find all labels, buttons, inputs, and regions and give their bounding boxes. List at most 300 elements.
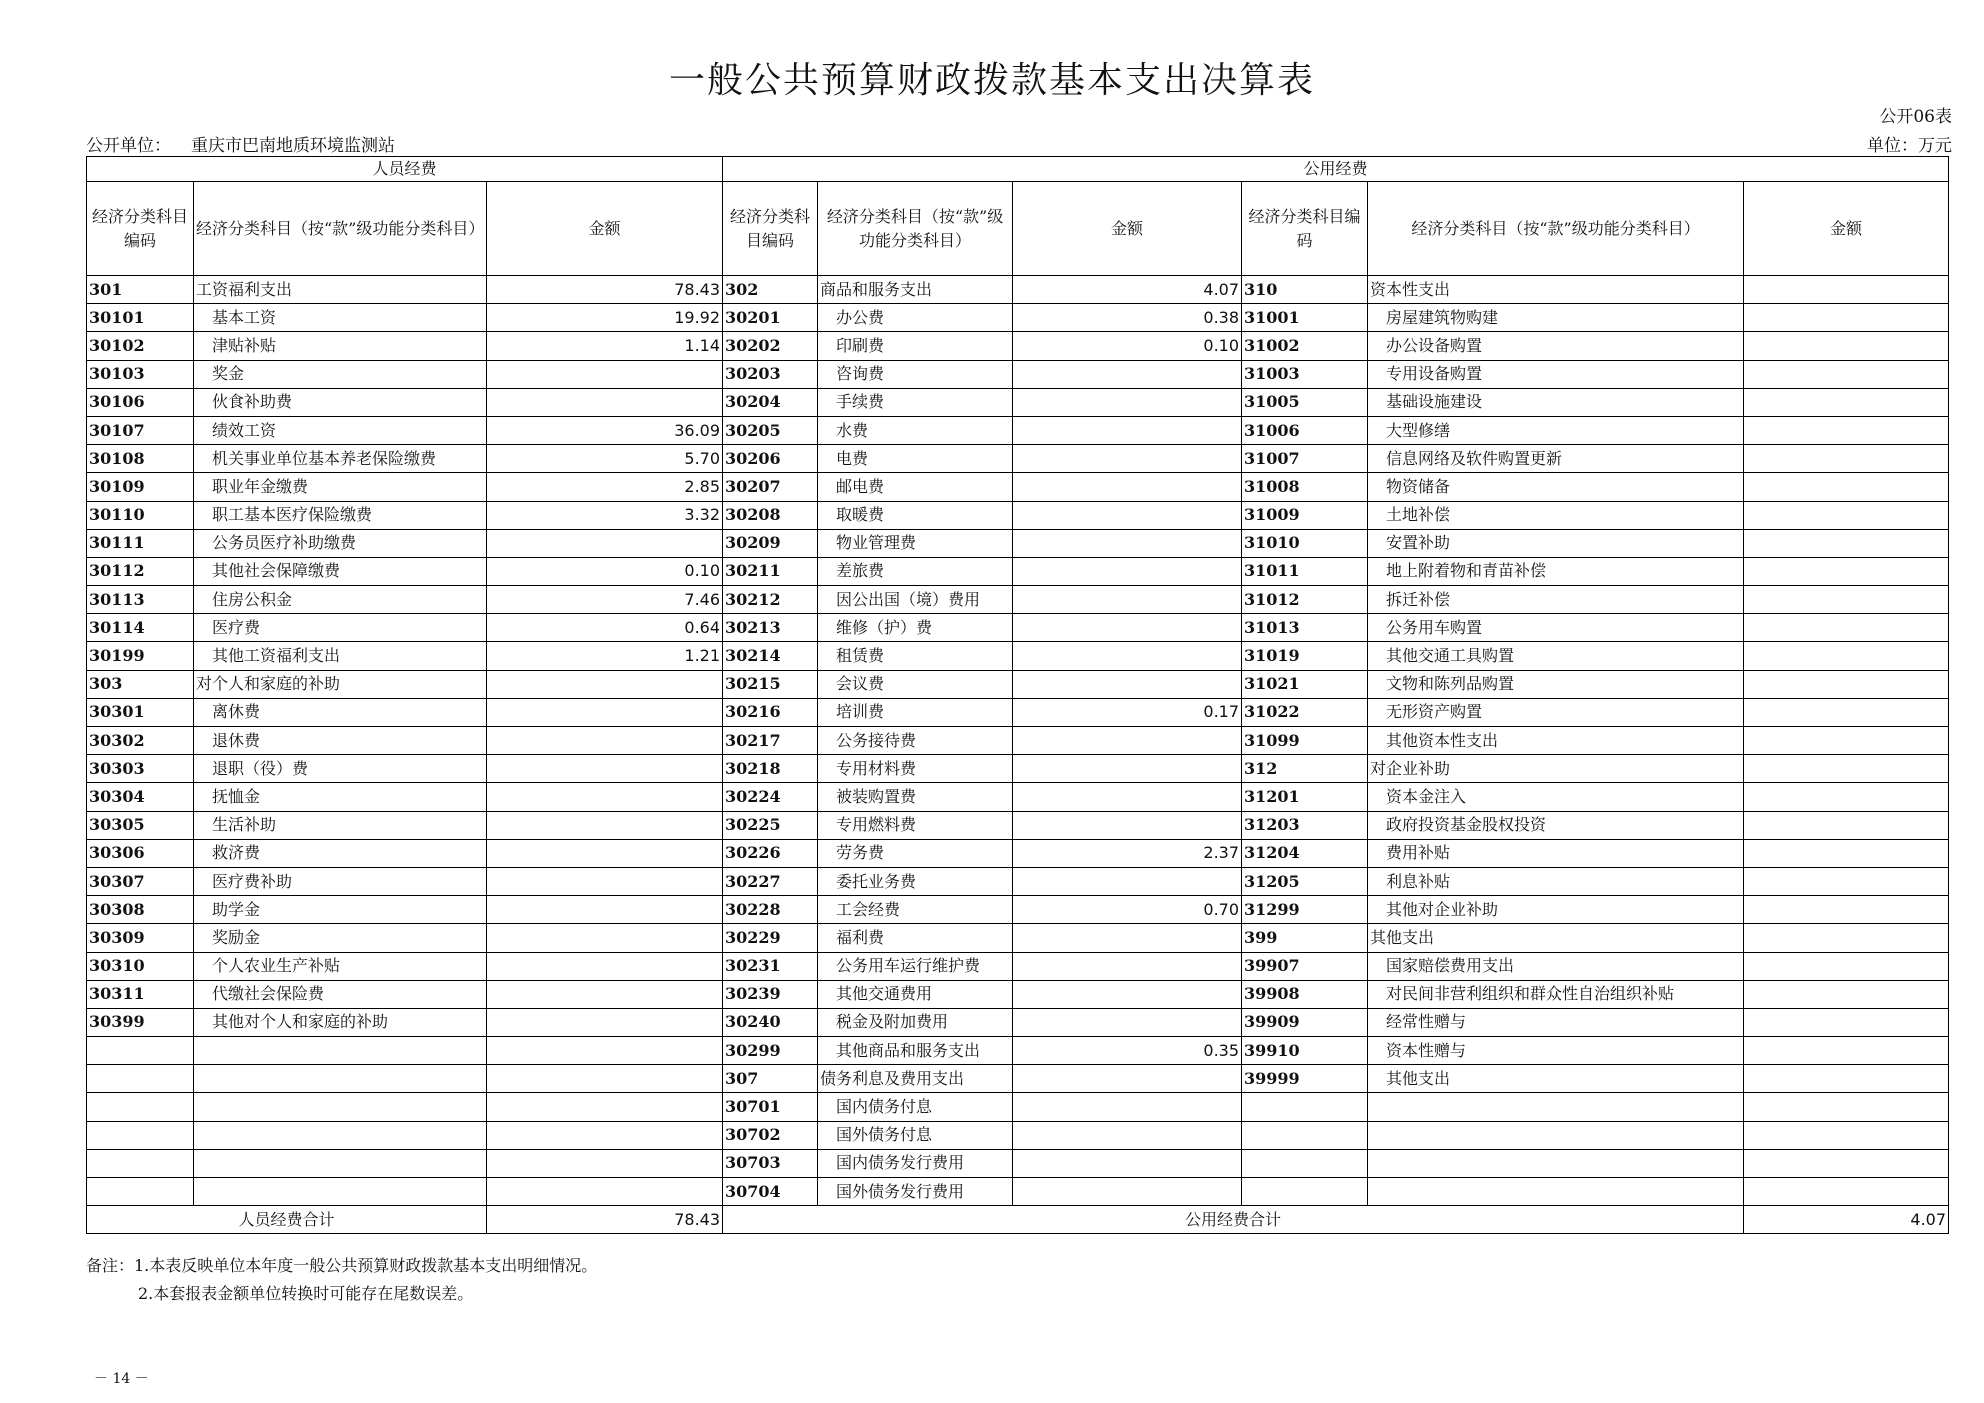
item-name: 专用燃料费 — [818, 811, 1013, 839]
totals-row — [87, 1206, 1949, 1234]
item-name: 办公设备购置 — [1368, 332, 1744, 360]
item-code: 30107 — [87, 416, 194, 444]
item-name: 政府投资基金股权投资 — [1368, 811, 1744, 839]
item-amount — [1744, 557, 1949, 585]
table-row — [87, 304, 1949, 332]
item-code: 31019 — [1242, 642, 1368, 670]
item-amount: 2.85 — [487, 473, 723, 501]
item-amount — [487, 1149, 723, 1177]
table-row — [87, 727, 1949, 755]
item-amount — [1013, 1121, 1242, 1149]
item-code: 30209 — [723, 529, 818, 557]
item-name — [194, 1065, 487, 1093]
item-amount — [1744, 388, 1949, 416]
item-name: 其他商品和服务支出 — [818, 1037, 1013, 1065]
item-name: 房屋建筑物购建 — [1368, 304, 1744, 332]
item-amount: 19.92 — [487, 304, 723, 332]
item-code: 30302 — [87, 727, 194, 755]
item-name: 商品和服务支出 — [818, 276, 1013, 304]
item-code: 301 — [87, 276, 194, 304]
item-name: 其他交通费用 — [818, 980, 1013, 1008]
item-name: 税金及附加费用 — [818, 1008, 1013, 1036]
item-amount — [1744, 614, 1949, 642]
item-name: 差旅费 — [818, 557, 1013, 585]
item-amount — [487, 670, 723, 698]
item-name: 安置补助 — [1368, 529, 1744, 557]
item-code: 30101 — [87, 304, 194, 332]
table-row — [87, 839, 1949, 867]
item-code — [87, 1093, 194, 1121]
item-amount — [487, 360, 723, 388]
item-code: 30109 — [87, 473, 194, 501]
item-name: 印刷费 — [818, 332, 1013, 360]
item-amount: 7.46 — [487, 586, 723, 614]
item-code: 30114 — [87, 614, 194, 642]
item-name: 对企业补助 — [1368, 755, 1744, 783]
item-name: 资本金注入 — [1368, 783, 1744, 811]
item-amount — [1744, 980, 1949, 1008]
item-code: 30217 — [723, 727, 818, 755]
item-name: 费用补贴 — [1368, 839, 1744, 867]
item-name: 助学金 — [194, 896, 487, 924]
group-personnel: 人员经费 — [87, 157, 723, 182]
item-code: 31008 — [1242, 473, 1368, 501]
table-row — [87, 332, 1949, 360]
item-code: 30227 — [723, 867, 818, 895]
table-row — [87, 896, 1949, 924]
item-amount — [1013, 642, 1242, 670]
item-amount — [1744, 1121, 1949, 1149]
item-amount: 0.70 — [1013, 896, 1242, 924]
table-row — [87, 501, 1949, 529]
item-name — [194, 1178, 487, 1206]
notes — [86, 1252, 597, 1308]
item-code: 39907 — [1242, 952, 1368, 980]
item-code — [87, 1178, 194, 1206]
item-name: 拆迁补偿 — [1368, 586, 1744, 614]
item-name: 大型修缮 — [1368, 416, 1744, 444]
item-amount — [1013, 811, 1242, 839]
item-amount — [1013, 1065, 1242, 1093]
item-code: 30229 — [723, 924, 818, 952]
item-name: 退休费 — [194, 727, 487, 755]
table-row — [87, 557, 1949, 585]
item-name: 其他支出 — [1368, 924, 1744, 952]
document-title: 一般公共预算财政拨款基本支出决算表 — [668, 60, 1315, 101]
item-name: 对个人和家庭的补助 — [194, 670, 487, 698]
item-name: 专用材料费 — [818, 755, 1013, 783]
header-name-b: 经济分类科目（按“款”级功能分类科目） — [818, 182, 1013, 276]
item-code — [87, 1065, 194, 1093]
item-amount — [487, 980, 723, 1008]
personnel-total-label: 人员经费合计 — [87, 1206, 487, 1234]
item-name: 公务用车运行维护费 — [818, 952, 1013, 980]
table-row — [87, 642, 1949, 670]
unit-label: 公开单位： — [86, 136, 171, 156]
item-code: 30211 — [723, 557, 818, 585]
item-code: 30113 — [87, 586, 194, 614]
item-name — [194, 1149, 487, 1177]
header-code-c: 经济分类科目编码 — [1242, 182, 1368, 276]
item-amount: 0.64 — [487, 614, 723, 642]
form-number: 公开06表 — [1879, 107, 1952, 127]
item-amount — [487, 1121, 723, 1149]
item-name: 培训费 — [818, 698, 1013, 726]
item-code: 30703 — [723, 1149, 818, 1177]
table-row — [87, 1065, 1949, 1093]
table-row — [87, 867, 1949, 895]
item-name: 物资储备 — [1368, 473, 1744, 501]
public-total-label: 公用经费合计 — [723, 1206, 1744, 1234]
item-amount — [487, 727, 723, 755]
item-name: 医疗费 — [194, 614, 487, 642]
item-code: 399 — [1242, 924, 1368, 952]
item-amount: 0.35 — [1013, 1037, 1242, 1065]
item-amount: 1.14 — [487, 332, 723, 360]
item-code: 30305 — [87, 811, 194, 839]
item-amount — [1744, 642, 1949, 670]
item-amount: 4.07 — [1013, 276, 1242, 304]
item-code: 30309 — [87, 924, 194, 952]
table-row — [87, 1178, 1949, 1206]
item-code: 30207 — [723, 473, 818, 501]
item-amount — [1744, 445, 1949, 473]
item-amount — [1744, 304, 1949, 332]
table-row — [87, 614, 1949, 642]
item-amount — [487, 1093, 723, 1121]
item-code: 312 — [1242, 755, 1368, 783]
item-amount: 5.70 — [487, 445, 723, 473]
item-amount — [1013, 980, 1242, 1008]
item-name: 抚恤金 — [194, 783, 487, 811]
item-code: 31009 — [1242, 501, 1368, 529]
item-amount — [1013, 755, 1242, 783]
item-amount: 36.09 — [487, 416, 723, 444]
item-code: 31099 — [1242, 727, 1368, 755]
item-name: 水费 — [818, 416, 1013, 444]
item-code: 30701 — [723, 1093, 818, 1121]
table-row — [87, 952, 1949, 980]
item-name: 奖励金 — [194, 924, 487, 952]
item-name — [194, 1037, 487, 1065]
item-code — [1242, 1178, 1368, 1206]
table-row — [87, 1149, 1949, 1177]
item-name: 离休费 — [194, 698, 487, 726]
group-public: 公用经费 — [723, 157, 1949, 182]
item-amount — [1744, 896, 1949, 924]
item-code: 30303 — [87, 755, 194, 783]
item-name: 基本工资 — [194, 304, 487, 332]
header-code-b: 经济分类科目编码 — [723, 182, 818, 276]
item-name: 经常性赠与 — [1368, 1008, 1744, 1036]
item-name: 伙食补助费 — [194, 388, 487, 416]
item-amount — [1744, 727, 1949, 755]
item-code: 30108 — [87, 445, 194, 473]
item-amount — [1013, 1149, 1242, 1177]
item-code: 31021 — [1242, 670, 1368, 698]
item-amount — [487, 811, 723, 839]
item-amount — [1744, 783, 1949, 811]
item-code: 39910 — [1242, 1037, 1368, 1065]
item-name: 信息网络及软件购置更新 — [1368, 445, 1744, 473]
item-name: 公务用车购置 — [1368, 614, 1744, 642]
item-name: 土地补偿 — [1368, 501, 1744, 529]
item-amount — [487, 952, 723, 980]
item-name: 其他交通工具购置 — [1368, 642, 1744, 670]
item-amount — [1013, 501, 1242, 529]
item-code: 302 — [723, 276, 818, 304]
item-code: 39908 — [1242, 980, 1368, 1008]
item-name: 职工基本医疗保险缴费 — [194, 501, 487, 529]
item-name: 会议费 — [818, 670, 1013, 698]
item-amount — [1744, 1178, 1949, 1206]
item-name — [1368, 1093, 1744, 1121]
item-name: 其他工资福利支出 — [194, 642, 487, 670]
expenditure-table — [86, 156, 1949, 1234]
item-name: 其他对个人和家庭的补助 — [194, 1008, 487, 1036]
item-amount — [1744, 1065, 1949, 1093]
item-code: 31001 — [1242, 304, 1368, 332]
item-code: 30399 — [87, 1008, 194, 1036]
note-2: 2.本套报表金额单位转换时可能存在尾数误差。 — [138, 1284, 474, 1303]
item-amount — [1744, 1008, 1949, 1036]
table-row — [87, 473, 1949, 501]
item-code: 30310 — [87, 952, 194, 980]
header-name-a: 经济分类科目（按“款”级功能分类科目） — [194, 182, 487, 276]
item-name — [1368, 1121, 1744, 1149]
money-unit: 单位：万元 — [1867, 136, 1952, 156]
item-name: 资本性支出 — [1368, 276, 1744, 304]
item-code: 30231 — [723, 952, 818, 980]
table-row — [87, 980, 1949, 1008]
item-amount — [1744, 276, 1949, 304]
item-code: 30240 — [723, 1008, 818, 1036]
item-amount — [487, 529, 723, 557]
item-name: 公务接待费 — [818, 727, 1013, 755]
item-amount — [1744, 529, 1949, 557]
item-amount — [1013, 529, 1242, 557]
item-code: 30206 — [723, 445, 818, 473]
item-name: 文物和陈列品购置 — [1368, 670, 1744, 698]
item-code: 30218 — [723, 755, 818, 783]
item-name: 其他社会保障缴费 — [194, 557, 487, 585]
public-total-amount: 4.07 — [1744, 1206, 1949, 1234]
item-amount — [487, 783, 723, 811]
item-name — [194, 1121, 487, 1149]
item-name: 对民间非营利组织和群众性自治组织补贴 — [1368, 980, 1744, 1008]
personnel-total-amount: 78.43 — [487, 1206, 723, 1234]
table-row — [87, 783, 1949, 811]
table-row — [87, 924, 1949, 952]
item-amount — [1744, 811, 1949, 839]
item-amount: 0.10 — [1013, 332, 1242, 360]
item-code: 30205 — [723, 416, 818, 444]
item-name: 基础设施建设 — [1368, 388, 1744, 416]
item-name — [1368, 1178, 1744, 1206]
item-name: 委托业务费 — [818, 867, 1013, 895]
table-row — [87, 388, 1949, 416]
item-name: 无形资产购置 — [1368, 698, 1744, 726]
item-code: 30112 — [87, 557, 194, 585]
item-name: 工会经费 — [818, 896, 1013, 924]
item-amount — [1744, 670, 1949, 698]
item-amount — [1744, 501, 1949, 529]
item-code: 31204 — [1242, 839, 1368, 867]
item-code: 307 — [723, 1065, 818, 1093]
header-amount-a: 金额 — [487, 182, 723, 276]
item-code: 31203 — [1242, 811, 1368, 839]
item-name: 代缴社会保险费 — [194, 980, 487, 1008]
item-code: 31022 — [1242, 698, 1368, 726]
item-amount — [487, 1037, 723, 1065]
item-name: 机关事业单位基本养老保险缴费 — [194, 445, 487, 473]
item-name: 其他支出 — [1368, 1065, 1744, 1093]
item-name: 个人农业生产补贴 — [194, 952, 487, 980]
item-amount: 2.37 — [1013, 839, 1242, 867]
table-row — [87, 811, 1949, 839]
item-name: 国内债务发行费用 — [818, 1149, 1013, 1177]
item-amount: 0.17 — [1013, 698, 1242, 726]
item-amount — [487, 1178, 723, 1206]
item-name: 办公费 — [818, 304, 1013, 332]
item-name: 物业管理费 — [818, 529, 1013, 557]
item-amount — [1013, 445, 1242, 473]
item-code: 30224 — [723, 783, 818, 811]
item-amount — [1013, 952, 1242, 980]
item-name: 劳务费 — [818, 839, 1013, 867]
item-code: 30201 — [723, 304, 818, 332]
item-code — [1242, 1093, 1368, 1121]
item-amount — [487, 867, 723, 895]
item-name: 职业年金缴费 — [194, 473, 487, 501]
item-name: 奖金 — [194, 360, 487, 388]
item-amount — [1013, 670, 1242, 698]
item-code: 30103 — [87, 360, 194, 388]
table-row — [87, 755, 1949, 783]
item-name: 租赁费 — [818, 642, 1013, 670]
item-amount — [1013, 867, 1242, 895]
table-row — [87, 698, 1949, 726]
item-amount — [1013, 586, 1242, 614]
item-code: 31003 — [1242, 360, 1368, 388]
item-code: 30704 — [723, 1178, 818, 1206]
item-name: 专用设备购置 — [1368, 360, 1744, 388]
item-name: 国外债务付息 — [818, 1121, 1013, 1149]
item-code: 31010 — [1242, 529, 1368, 557]
item-amount — [1013, 614, 1242, 642]
item-code: 31205 — [1242, 867, 1368, 895]
table-row — [87, 586, 1949, 614]
item-amount — [487, 924, 723, 952]
item-code: 30228 — [723, 896, 818, 924]
item-code: 31006 — [1242, 416, 1368, 444]
column-header-row — [87, 182, 1949, 276]
item-code: 39999 — [1242, 1065, 1368, 1093]
item-amount — [487, 896, 723, 924]
item-code: 30226 — [723, 839, 818, 867]
item-amount — [487, 755, 723, 783]
item-name: 津贴补贴 — [194, 332, 487, 360]
table-row — [87, 276, 1949, 304]
item-amount — [487, 839, 723, 867]
group-header-row — [87, 157, 1949, 182]
table-row — [87, 529, 1949, 557]
item-amount: 1.21 — [487, 642, 723, 670]
item-name: 住房公积金 — [194, 586, 487, 614]
item-amount — [1013, 1008, 1242, 1036]
item-code: 31002 — [1242, 332, 1368, 360]
item-amount — [487, 388, 723, 416]
item-code — [1242, 1121, 1368, 1149]
item-code: 31013 — [1242, 614, 1368, 642]
item-code: 30239 — [723, 980, 818, 1008]
item-amount: 0.10 — [487, 557, 723, 585]
item-code: 30111 — [87, 529, 194, 557]
item-name: 福利费 — [818, 924, 1013, 952]
item-amount — [1013, 388, 1242, 416]
item-code: 30208 — [723, 501, 818, 529]
item-code: 30215 — [723, 670, 818, 698]
item-code: 30304 — [87, 783, 194, 811]
item-code: 30214 — [723, 642, 818, 670]
item-code: 30307 — [87, 867, 194, 895]
item-code — [1242, 1149, 1368, 1177]
item-name: 国家赔偿费用支出 — [1368, 952, 1744, 980]
item-code: 31012 — [1242, 586, 1368, 614]
item-name: 手续费 — [818, 388, 1013, 416]
item-code: 30212 — [723, 586, 818, 614]
item-code: 31005 — [1242, 388, 1368, 416]
item-name: 公务员医疗补助缴费 — [194, 529, 487, 557]
table-row — [87, 670, 1949, 698]
item-name: 其他对企业补助 — [1368, 896, 1744, 924]
item-amount — [1744, 1093, 1949, 1121]
item-amount — [1744, 867, 1949, 895]
item-amount — [1744, 952, 1949, 980]
item-name: 咨询费 — [818, 360, 1013, 388]
item-amount — [1013, 1093, 1242, 1121]
item-amount — [487, 1065, 723, 1093]
item-amount — [487, 698, 723, 726]
unit-name: 重庆市巴南地质环境监测站 — [191, 136, 395, 156]
item-code: 30199 — [87, 642, 194, 670]
item-code: 310 — [1242, 276, 1368, 304]
note-1: 备注：1.本表反映单位本年度一般公共预算财政拨款基本支出明细情况。 — [86, 1256, 598, 1275]
item-code: 30202 — [723, 332, 818, 360]
item-code: 39909 — [1242, 1008, 1368, 1036]
item-code: 31007 — [1242, 445, 1368, 473]
item-amount: 78.43 — [487, 276, 723, 304]
item-name — [1368, 1149, 1744, 1177]
item-name: 维修（护）费 — [818, 614, 1013, 642]
reporting-unit — [86, 131, 395, 156]
page-number: － 14 － — [94, 1371, 149, 1387]
item-name: 国外债务发行费用 — [818, 1178, 1013, 1206]
item-name — [194, 1093, 487, 1121]
item-amount — [1013, 924, 1242, 952]
item-code: 30204 — [723, 388, 818, 416]
item-amount — [1744, 839, 1949, 867]
item-code: 30311 — [87, 980, 194, 1008]
table-row — [87, 416, 1949, 444]
table-row — [87, 445, 1949, 473]
table-row — [87, 1121, 1949, 1149]
item-name: 利息补贴 — [1368, 867, 1744, 895]
item-amount — [1013, 360, 1242, 388]
item-code: 30102 — [87, 332, 194, 360]
item-code — [87, 1037, 194, 1065]
item-code: 30203 — [723, 360, 818, 388]
